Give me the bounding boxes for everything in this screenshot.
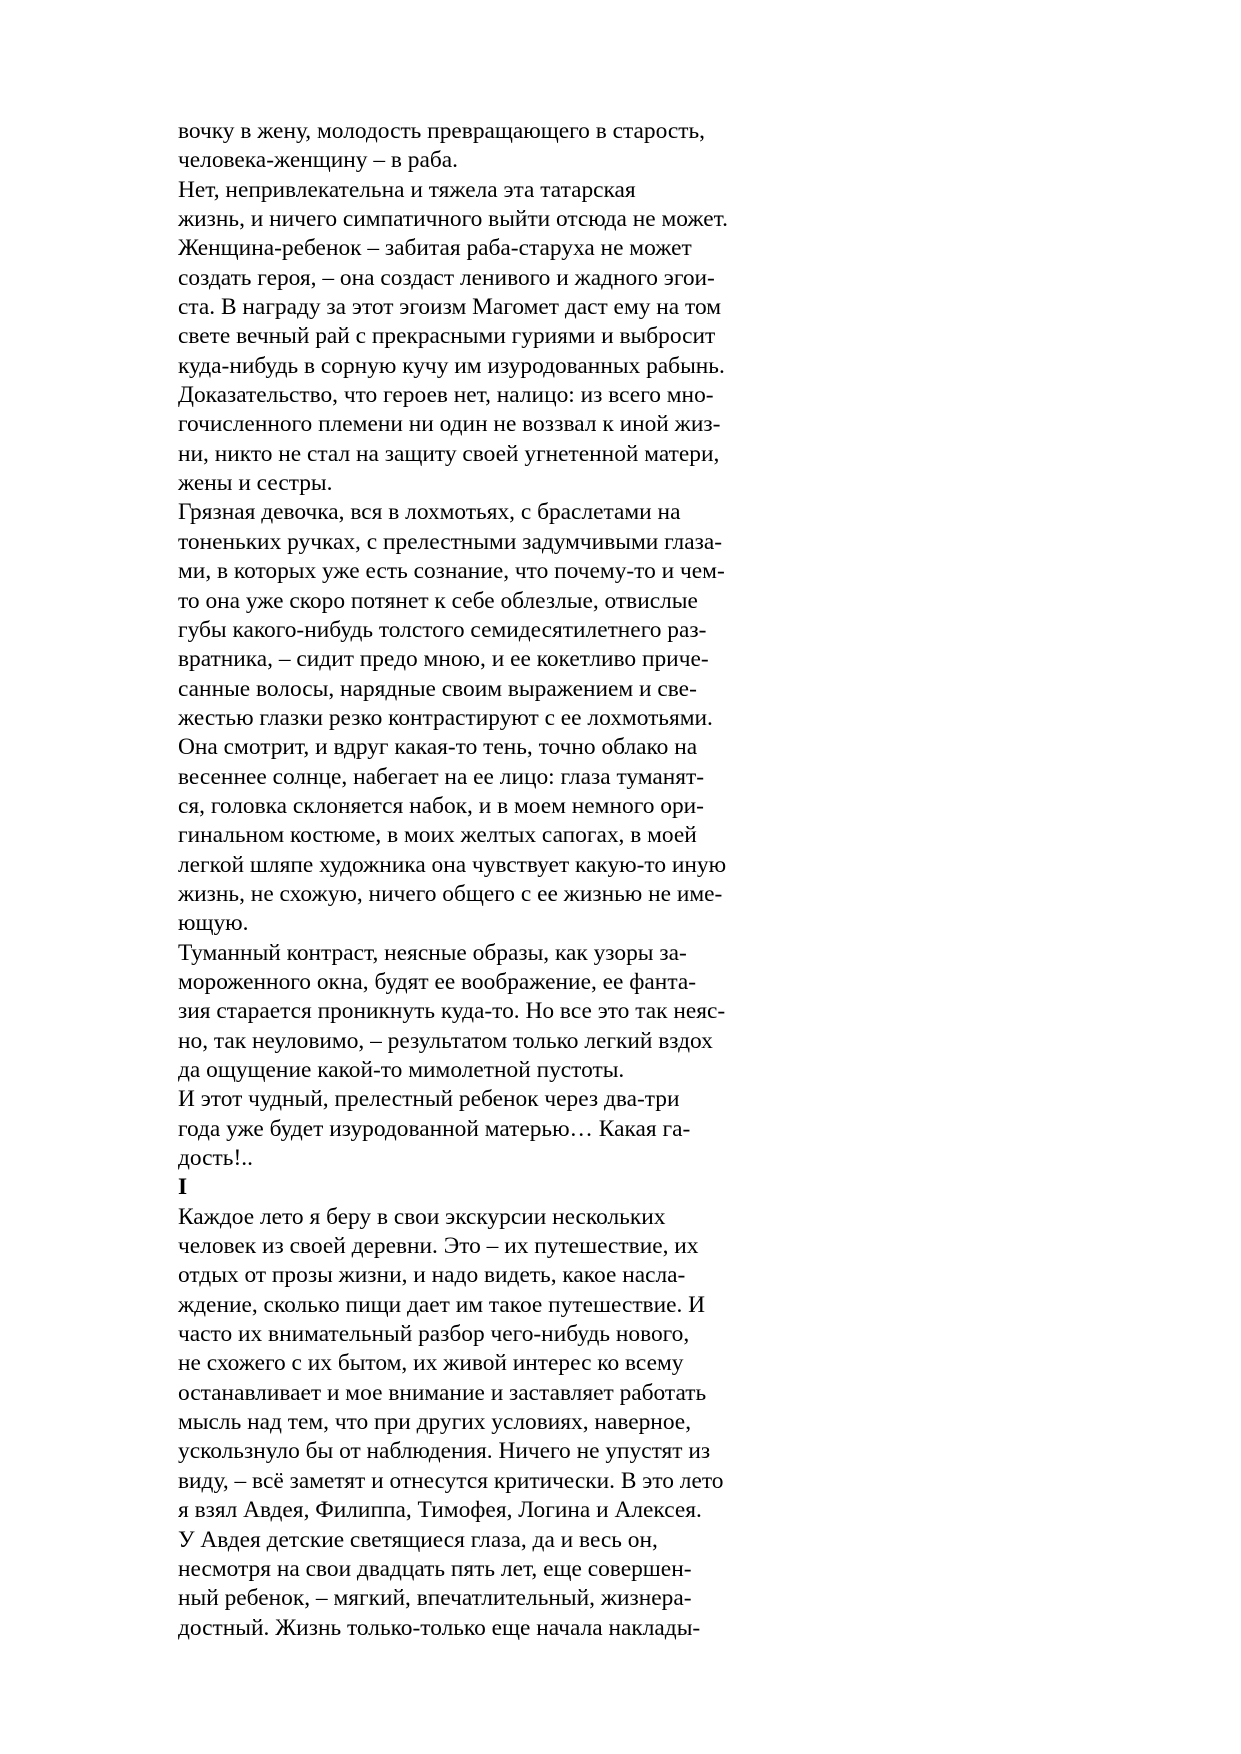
text-line: то она уже скоро потянет к себе облезлые, отвислые [178, 587, 698, 614]
text-line: года уже будет изуродованной матерью… Какая га- [178, 1115, 691, 1142]
text-line: ми, в которых уже есть сознание, что почему-то и чем- [178, 558, 725, 585]
text-line: ждение, сколько пищи дает им такое путешествие. И [178, 1291, 706, 1318]
text-line: вратника, – сидит предо мною, и ее кокетливо приче- [178, 646, 709, 673]
text-line: мороженного окна, будят ее воображение, ее фанта- [178, 968, 696, 995]
document-page [178, 117, 798, 1643]
text-line: но, так неуловимо, – результатом только легкий вздох [178, 1027, 713, 1054]
text-line: ся, головка склоняется набок, и в моем немного ори- [178, 792, 704, 819]
text-line: жизнь, не схожую, ничего общего с ее жизнью не име- [178, 880, 723, 907]
text-line: да ощущение какой-то мимолетной пустоты. [178, 1057, 625, 1083]
text-line: отдых от прозы жизни, и надо видеть, какое насла- [178, 1262, 686, 1289]
text-line: ни, никто не стал на защиту своей угнетенной матери, [178, 440, 720, 467]
text-line: весеннее солнце, набегает на ее лицо: глаза туманят- [178, 763, 705, 790]
chapter-heading: I [178, 1174, 188, 1201]
text-line: останавливает и мое внимание и заставляет работать [178, 1379, 707, 1406]
text-line: зия старается проникнуть куда-то. Но все это так неяс- [178, 998, 726, 1025]
text-line: Она смотрит, и вдруг какая-то тень, точно облако на [178, 734, 698, 761]
text-line: гинальном костюме, в моих желтых сапогах, в моей [178, 822, 697, 849]
text-line: достный. Жизнь только-только еще начала наклады- [178, 1614, 701, 1641]
text-line: ный ребенок, – мягкий, впечатлительный, жизнера- [178, 1585, 692, 1612]
text-line: Туманный контраст, неясные образы, как узоры за- [178, 939, 687, 966]
text-line: вочку в жену, молодость превращающего в старость, [178, 118, 705, 144]
text-line: свете вечный рай с прекрасными гуриями и выбросит [178, 323, 716, 350]
text-line: мысль над тем, что при других условиях, наверное, [178, 1409, 692, 1436]
text-line: ста. В награду за этот эгоизм Магомет даст ему на том [178, 294, 721, 321]
text-line: человек из своей деревни. Это – их путешествие, их [178, 1233, 699, 1260]
text-line: жестью глазки резко контрастируют с ее лохмотьями. [178, 704, 713, 731]
text-line: ускользнуло бы от наблюдения. Ничего не упустят из [178, 1438, 711, 1465]
text-line: У Авдея детские светящиеся глаза, да и весь он, [178, 1526, 658, 1553]
text-line: жизнь, и ничего симпатичного выйти отсюда не может. [178, 206, 728, 233]
text-line: виду, – всё заметят и отнесутся критически. В это лето [178, 1467, 724, 1494]
text-line: Женщина-ребенок – забитая раба-старуха не может [178, 235, 692, 262]
text-line: И этот чудный, прелестный ребенок через два-три [178, 1086, 680, 1113]
text-line: губы какого-нибудь толстого семидесятилетнего раз- [178, 616, 707, 643]
text-line: не схожего с их бытом, их живой интерес ко всему [178, 1350, 684, 1377]
text-line: гочисленного племени ни один не воззвал к иной жиз- [178, 411, 721, 438]
text-line: легкой шляпе художника она чувствует какую-то иную [178, 851, 727, 878]
text-line: Грязная девочка, вся в лохмотьях, с браслетами на [178, 499, 681, 526]
text-line: несмотря на свои двадцать пять лет, еще совершен- [178, 1555, 692, 1582]
text-line: санные волосы, нарядные своим выражением и све- [178, 675, 697, 702]
text-line: человека-женщину – в раба. [178, 147, 458, 174]
text-line: я взял Авдея, Филиппа, Тимофея, Логина и Алексея. [178, 1497, 702, 1524]
text-line: Доказательство, что героев нет, налицо: из всего мно- [178, 382, 714, 409]
text-line: ющую. [178, 910, 249, 937]
text-line: часто их внимательный разбор чего-нибудь нового, [178, 1321, 690, 1348]
text-line: Каждое лето я беру в свои экскурсии нескольких [178, 1203, 666, 1230]
text-line: тоненьких ручках, с прелестными задумчивыми глаза- [178, 528, 723, 555]
text-line: жены и сестры. [178, 470, 333, 497]
text-line: создать героя, – она создаст ленивого и жадного эгои- [178, 264, 715, 291]
text-line: куда-нибудь в сорную кучу им изуродованных рабынь. [178, 352, 725, 379]
text-line: дость!.. [178, 1145, 253, 1172]
text-line: Нет, непривлекательна и тяжела эта татарская [178, 176, 636, 203]
